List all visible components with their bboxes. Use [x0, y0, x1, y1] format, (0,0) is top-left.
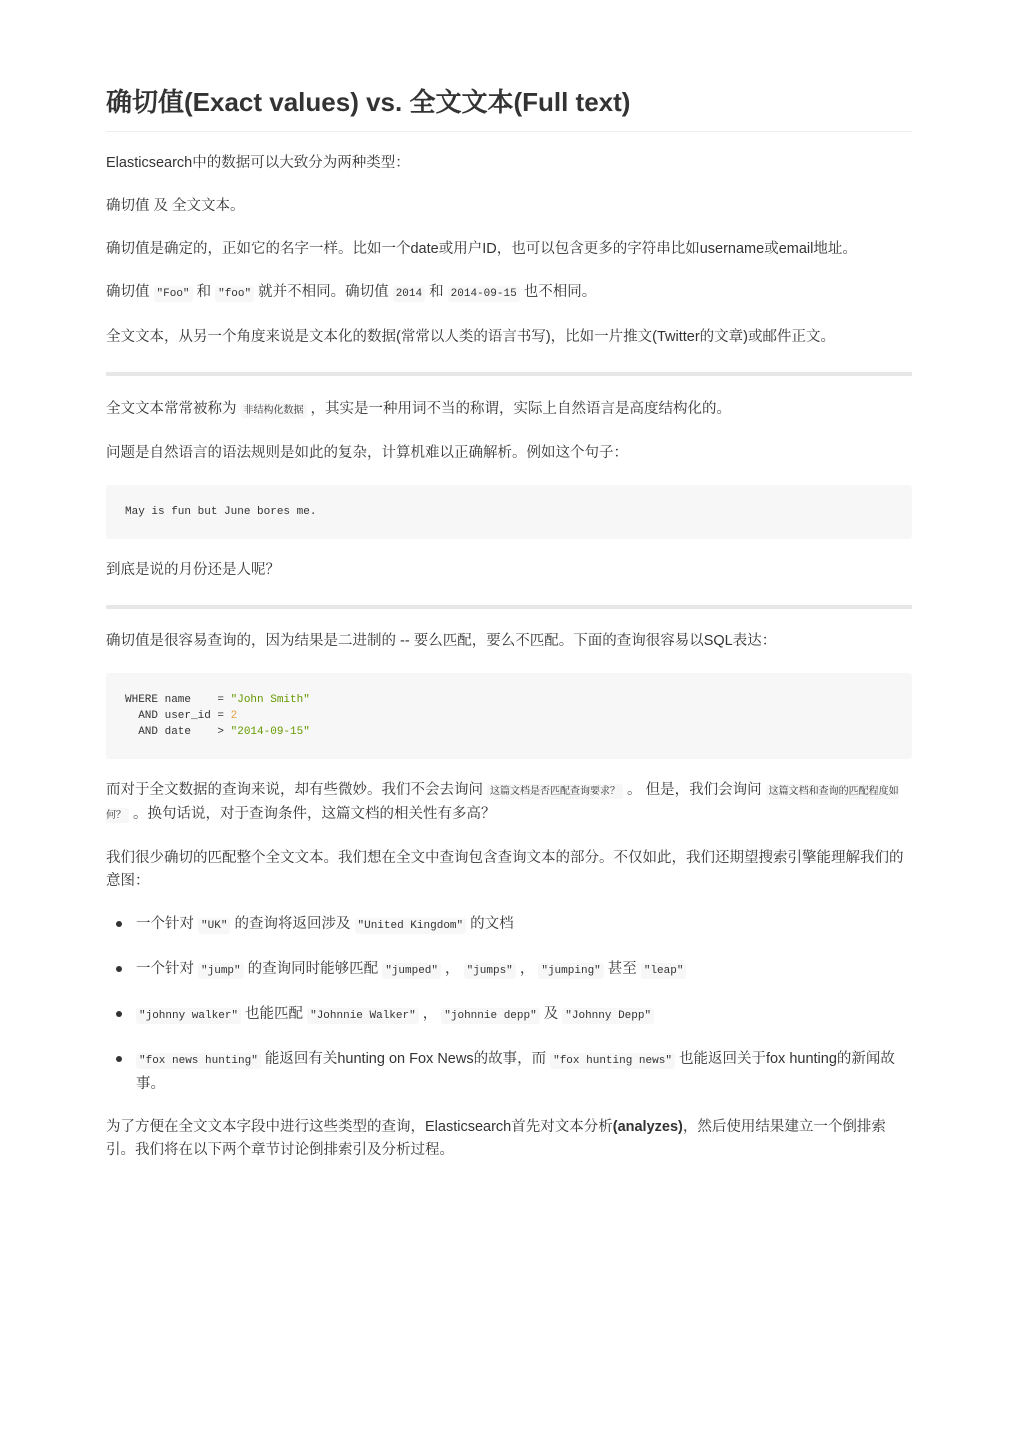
- inline-code: 2014-09-15: [448, 286, 520, 302]
- text: 。 但是，我们会询问: [623, 782, 766, 798]
- text: ，: [418, 1006, 442, 1022]
- inline-code: "jumped": [382, 963, 441, 979]
- inline-code: 非结构化数据: [241, 403, 307, 418]
- bold-term: (analyzes): [612, 1119, 683, 1135]
- bullet-icon: [116, 1056, 122, 1062]
- text: 一个针对: [136, 961, 199, 977]
- paragraph-fulltext-definition: 全文文本，从另一个角度来说是文本化的数据(常常以人类的语言书写)，比如一片推文(Twitter的文章)或邮件正文。: [106, 329, 836, 345]
- text: 也不相同。: [519, 284, 597, 300]
- text: ，然后使用结果建立一个倒排索引。我们将在以下两个章节讨论倒排索引及分析过程。: [106, 1119, 886, 1158]
- sql-line: [125, 694, 310, 706]
- paragraph-types: 确切值 及 全文文本。: [106, 198, 245, 214]
- inline-code: "Foo": [154, 286, 193, 302]
- sql-number: 2: [230, 710, 238, 722]
- inline-code: "fox hunting news": [550, 1053, 675, 1069]
- text: 而对于全文数据的查询来说，却有些微妙。我们不会去询问: [106, 782, 488, 798]
- text: 甚至: [603, 961, 641, 977]
- paragraph-question: 到底是说的月份还是人呢？: [106, 562, 280, 578]
- horizontal-rule: [106, 605, 912, 609]
- text: 一个针对: [136, 916, 199, 932]
- text: 就并不相同。确切值: [254, 284, 393, 300]
- inline-code: "jumping": [538, 963, 603, 979]
- sql-string: "John Smith": [230, 694, 310, 706]
- text: 和: [192, 284, 216, 300]
- code-line: May is fun but June bores me.: [125, 506, 317, 518]
- inline-code: "johnnie depp": [441, 1008, 539, 1024]
- text: 。换句话说，对于查询条件，这篇文档的相关性有多高？: [129, 806, 496, 822]
- inline-code: "johnny walker": [136, 1008, 241, 1024]
- inline-code: 这篇文档和查询的匹配程度如何？: [106, 786, 899, 821]
- inline-code: "UK": [198, 918, 230, 934]
- text: 和: [425, 284, 448, 300]
- list-item: [106, 958, 912, 983]
- text: ，: [515, 961, 539, 977]
- text: 确切值: [106, 284, 154, 300]
- paragraph-conclusion: [106, 1116, 912, 1162]
- inline-code: "leap": [641, 963, 687, 979]
- inline-code: "Johnny Depp": [562, 1008, 654, 1024]
- paragraph-unstructured: [106, 398, 912, 422]
- horizontal-rule: [106, 372, 912, 376]
- sql-line: [125, 710, 237, 722]
- code-block-sentence: [106, 485, 912, 539]
- text: ，: [441, 961, 464, 977]
- list-item: [106, 913, 912, 938]
- inline-code: "fox news hunting": [136, 1053, 261, 1069]
- paragraph-intent: 我们很少确切的匹配整个全文文本。我们想在全文中查询包含查询文本的部分。不仅如此，我们还期望搜索引擎能理解我们的意图：: [106, 850, 904, 889]
- sql-text: WHERE name =: [125, 694, 231, 706]
- inline-code: "United Kingdom": [355, 918, 467, 934]
- sql-string: "2014-09-15": [230, 726, 310, 738]
- sql-text: AND user_id =: [125, 710, 231, 722]
- sql-line: [125, 726, 310, 738]
- text: 的查询将返回涉及: [230, 916, 355, 932]
- bullet-icon: [116, 921, 122, 927]
- examples-list: [106, 913, 912, 1096]
- bullet-icon: [116, 1011, 122, 1017]
- paragraph-exact-examples: [106, 281, 912, 306]
- text: 能返回有关hunting on Fox News的故事，而: [260, 1051, 551, 1067]
- code-block-sql: [106, 673, 912, 759]
- list-item: [106, 1003, 912, 1028]
- text: 的文档: [466, 916, 514, 932]
- paragraph-exact-definition: 确切值是确定的，正如它的名字一样。比如一个date或用户ID，也可以包含更多的字符串比如username或email地址。: [106, 241, 857, 257]
- inline-code: "jump": [198, 963, 244, 979]
- paragraph-fulltext-query: [106, 779, 912, 827]
- list-item: [106, 1048, 912, 1096]
- text: 及: [539, 1006, 563, 1022]
- inline-code: "foo": [215, 286, 254, 302]
- page-title: 确切值(Exact values) vs. 全文文本(Full text): [106, 82, 912, 132]
- inline-code: "Johnnie Walker": [307, 1008, 419, 1024]
- text: 也能返回关于fox hunting的新闻故事。: [136, 1051, 895, 1092]
- paragraph-grammar: 问题是自然语言的语法规则是如此的复杂，计算机难以正确解析。例如这个句子：: [106, 445, 628, 461]
- paragraph-exact-query: 确切值是很容易查询的，因为结果是二进制的 -- 要么匹配，要么不匹配。下面的查询很容易以SQL表达：: [106, 633, 777, 649]
- text: 全文文本常常被称为: [106, 401, 241, 417]
- text: 的查询同时能够匹配: [243, 961, 383, 977]
- document-page: [106, 0, 912, 1162]
- inline-code: 这篇文档是否匹配查询要求？: [487, 784, 623, 799]
- paragraph-intro: Elasticsearch中的数据可以大致分为两种类型：: [106, 155, 410, 171]
- text: 也能匹配: [241, 1006, 308, 1022]
- inline-code: "jumps": [464, 963, 516, 979]
- bullet-icon: [116, 966, 122, 972]
- text: ，其实是一种用词不当的称谓，实际上自然语言是高度结构化的。: [306, 401, 732, 417]
- inline-code: 2014: [393, 286, 425, 302]
- text: 为了方便在全文文本字段中进行这些类型的查询，Elasticsearch首先对文本分析: [106, 1119, 613, 1135]
- sql-text: AND date >: [125, 726, 231, 738]
